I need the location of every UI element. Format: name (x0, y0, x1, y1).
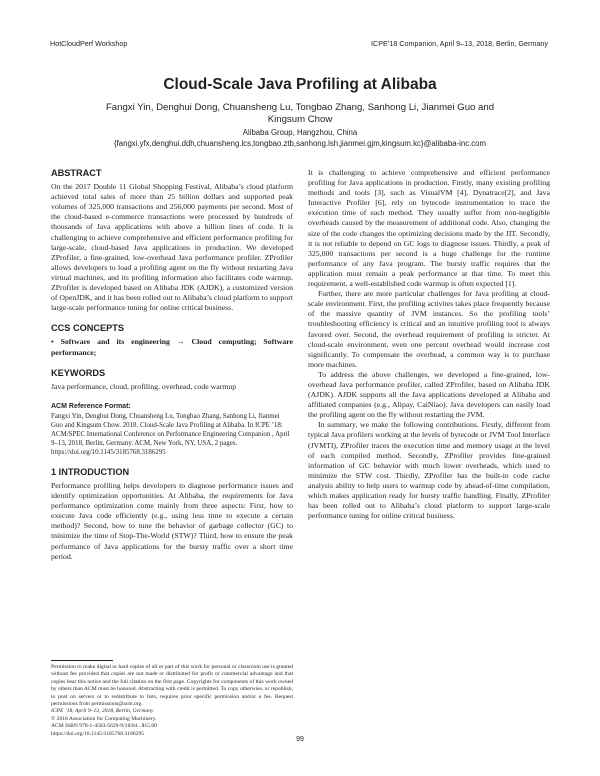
running-header-left: HotCloudPerf Workshop (50, 39, 128, 48)
copyright-line: © 2018 Association for Computing Machinery. (51, 715, 157, 722)
author-list: Fangxi Yin, Denghui Dong, Chuansheng Lu, Tongbao Zhang, Sanhong Li, Jianmei Guo and Kingsum Chow (105, 102, 495, 125)
page-number: 99 (296, 736, 304, 743)
paper-title: Cloud-Scale Java Profiling at Alibaba (163, 76, 437, 93)
conference-line: ICPE ’18, April 9–13, 2018, Berlin, Germany (51, 708, 154, 715)
permission-text: Permission to make digital or hard copies of all or part of this work for personal or classroom use is granted without fee provided that copies are not made or distributed for profit or commercial advantage and that copies bear this notice and the full citation on the first page. Copyrights for components of this work owned by others than ACM must be honored. Abstracting with credit is permitted. To copy otherwise, or republish, to post on servers or to redistribute to lists, requires prior specific permission and/or a fee. Request permissions from permissions@acm.org. (51, 664, 293, 708)
running-header-right: ICPE’18 Companion, April 9–13, 2018, Berlin, Germany (371, 39, 548, 48)
paragraph-cloud-challenges: Further, there are more particular challenges for Java profiling at cloud-scale environment. First, the profiling activites takes place frequently because of the massive quantity of JVM instances. So the profiling tools’ troubleshooting efficiency is critical and an intuitive profiling tool is always favored over. Second, the overhead requirement of profiling is stricter. At cloud-scale environment, even one percent overhead would increase cost significantly. To compensate the overhead, a common way is to purchase more machines. (308, 289, 550, 369)
left-column (51, 168, 293, 562)
author-emails: {fangxi.yfx,denghui.ddh,chuansheng.lcs,tongbao.ztb,sanhong.lsh,jianmei.gjm,kingsum.kc}@alibaba-inc.com (114, 138, 486, 148)
introduction-text: Performance profiling helps developers to diagnose performance issues and identify optimization opportunities. At Alibaba, the requirements for Java performance optimization come mainly from three aspects: First, how to execute Java code efficiently (e.g., using less time to execute a certain method)? Second, how to tune the behavior of garbage collector (GC) to minimize the time of Stop-The-World (STW)? Third, how to ensure the peak performance of Java applications for the bursty traffic over a short time period. (51, 480, 293, 561)
acm-reference-heading: ACM Reference Format: (51, 402, 131, 410)
abstract-heading: ABSTRACT (51, 168, 102, 178)
keywords-text: Java performance, cloud, profiling, overhead, code warmup (51, 381, 237, 391)
affiliation: Alibaba Group, Hangzhou, China (242, 128, 358, 137)
isbn-line: ACM ISBN 978-1-4503-5629-9/18/04...$15.00 (51, 723, 157, 730)
paragraph-challenges: It is challenging to achieve comprehensive and efficient performance profiling for Java applications in production. Firstly, many existing profiling methods and tools [3], such as VisualVM [4], Dynatrace[2], and Java Interactive Profiler [6], rely on bytecode instrumentation to trace the execution time of each method. They usually suffer from non-negligible overheads caused by the measurement of additional code. Also, changing the size of the code changes the optimizing decisions made by the JIT. Secondly, it is not reliable to depend on GC logs to diagnose issues. Thirdly, a peak of 325,000 transactions per second is a huge challenge for the runtime performance of any Java program. The bursty traffic requires that the application must remain a peak performance at that time. To meet this requirement, a well-established code warmup is often expected [1]. (308, 168, 550, 289)
introduction-heading: 1 INTRODUCTION (51, 466, 130, 477)
paragraph-solution: To address the above challenges, we developed a fine-grained, low-overhead Java performance profiler, called ZProfiler, based on Alibaba JDK (AJDK). AJDK supports all the Java applications developed at Alibaba and affiliated companies (e.g., Alipay, CaiNiao). Java developers can easily load the profiling agent on the fly without restarting the JVM. (308, 369, 550, 420)
right-column (308, 168, 550, 521)
permission-block (51, 664, 293, 738)
ccs-heading: CCS CONCEPTS (51, 323, 124, 334)
footnote-rule (51, 660, 113, 661)
ccs-text: • Software and its engineering → Cloud computing; Software performance; (51, 337, 293, 357)
doi-link[interactable]: https://doi.org/10.1145/3185768.3186295 (51, 730, 145, 737)
abstract-text: On the 2017 Double 11 Global Shopping Festival, Alibaba’s cloud platform achieved total sales of more than 25 billion dollars and supported peak volumes of 325,000 transactions and 256,000 payments per second. Most of the cloud-based e-commerce transactions were processed by hundreds of thousands of Java applications with above a billion lines of code. It is challenging to achieve comprehensive and efficient performance profiling for large-scale, cloud-based Java applications in production. We developed ZProfiler, a fine-grained, low-overhead Java performance profiler. ZProfiler allows developers to load a profiling agent on the fly without restarting Java virtual machines, and its profiling information also facilitates code warmup. ZProfiler is developed based on Alibaba JDK (AJDK), a customized version of OpenJDK, and it has been rolled out to Alibaba’s cloud platform to support large-scale performance tuning for online critical business. (51, 182, 293, 313)
keywords-heading: KEYWORDS (51, 367, 106, 378)
paragraph-contributions: In summary, we make the following contributions. Firstly, different from typical Java profilers working at the levels of bytecode or JVM Tool Interface (JVMTI), ZProfiler traces the execution time and memory usage at the level of each compiled method. Secondly, ZProfiler provides fine-grained information of GC behavior with much lower overheads, which used to minimize the STW cost. Thirdly, ZProfiler has the built-in code cache analysis ability to help users to warmup code by ahead-of-time compilation, which makes application ready for bursty traffic handling. Finally, ZProfiler has been rolled out to Alibaba’s cloud platform to support large-scale performance tuning for online critical business. (308, 420, 550, 521)
acm-reference-text: Fangxi Yin, Denghui Dong, Chuansheng Lu, Tongbao Zhang, Sanhong Li, Jianmei Guo and Kingsum Chow. 2018. Cloud-Scale Java Profiling at Alibaba. In ICPE ’18: ACM/SPEC International Conference on Performance Engineering Companion , April 9–13, 2018, Berlin, Germany. ACM, New York, NY, USA, 2 pages. https://doi.org/10.1145/3185768.3186295 (51, 412, 290, 456)
affiliation-block (80, 128, 520, 149)
